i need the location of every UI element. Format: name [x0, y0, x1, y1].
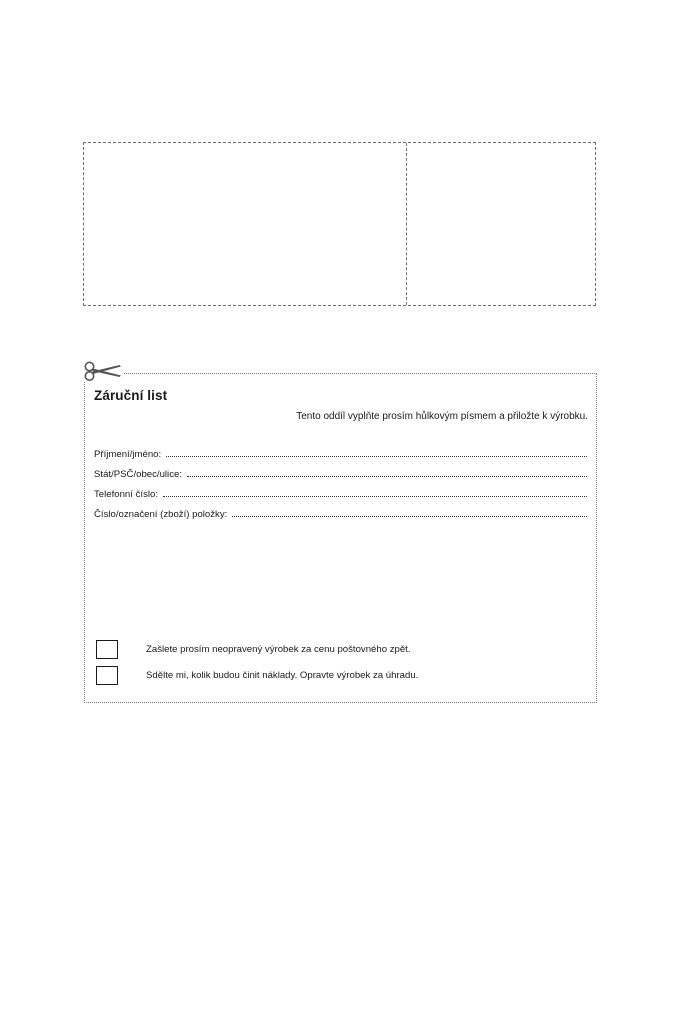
scissors-icon	[83, 360, 123, 382]
field-label: Stát/PSČ/obec/ulice:	[94, 469, 182, 480]
option-label: Zašlete prosím neopravený výrobek za cenu poštovného zpět.	[146, 643, 411, 655]
option-label: Sdělte mi, kolik budou činit náklady. Opravte výrobek za úhradu.	[146, 669, 419, 681]
address-box-divider	[406, 143, 407, 305]
warranty-card	[84, 373, 597, 703]
phone-field[interactable]	[94, 486, 587, 500]
field-line[interactable]	[187, 476, 587, 477]
item-number-field[interactable]	[94, 506, 587, 520]
field-line[interactable]	[163, 496, 587, 497]
field-line[interactable]	[232, 516, 587, 517]
field-line[interactable]	[166, 456, 587, 457]
card-instruction: Tento oddíl vyplňte prosím hůlkovým písmem a přiložte k výrobku.	[296, 411, 588, 422]
cost-estimate-checkbox[interactable]	[96, 666, 118, 685]
surname-name-field[interactable]	[94, 446, 587, 460]
field-label: Příjmení/jméno:	[94, 449, 162, 460]
return-unrepaired-checkbox[interactable]	[96, 640, 118, 659]
cost-estimate-option[interactable]	[96, 664, 587, 686]
return-unrepaired-option[interactable]	[96, 638, 587, 660]
field-label: Telefonní číslo:	[94, 489, 158, 500]
address-box	[83, 142, 596, 306]
card-title: Záruční list	[94, 388, 168, 403]
field-label: Číslo/označení (zboží) položky:	[94, 509, 228, 520]
address-field[interactable]	[94, 466, 587, 480]
